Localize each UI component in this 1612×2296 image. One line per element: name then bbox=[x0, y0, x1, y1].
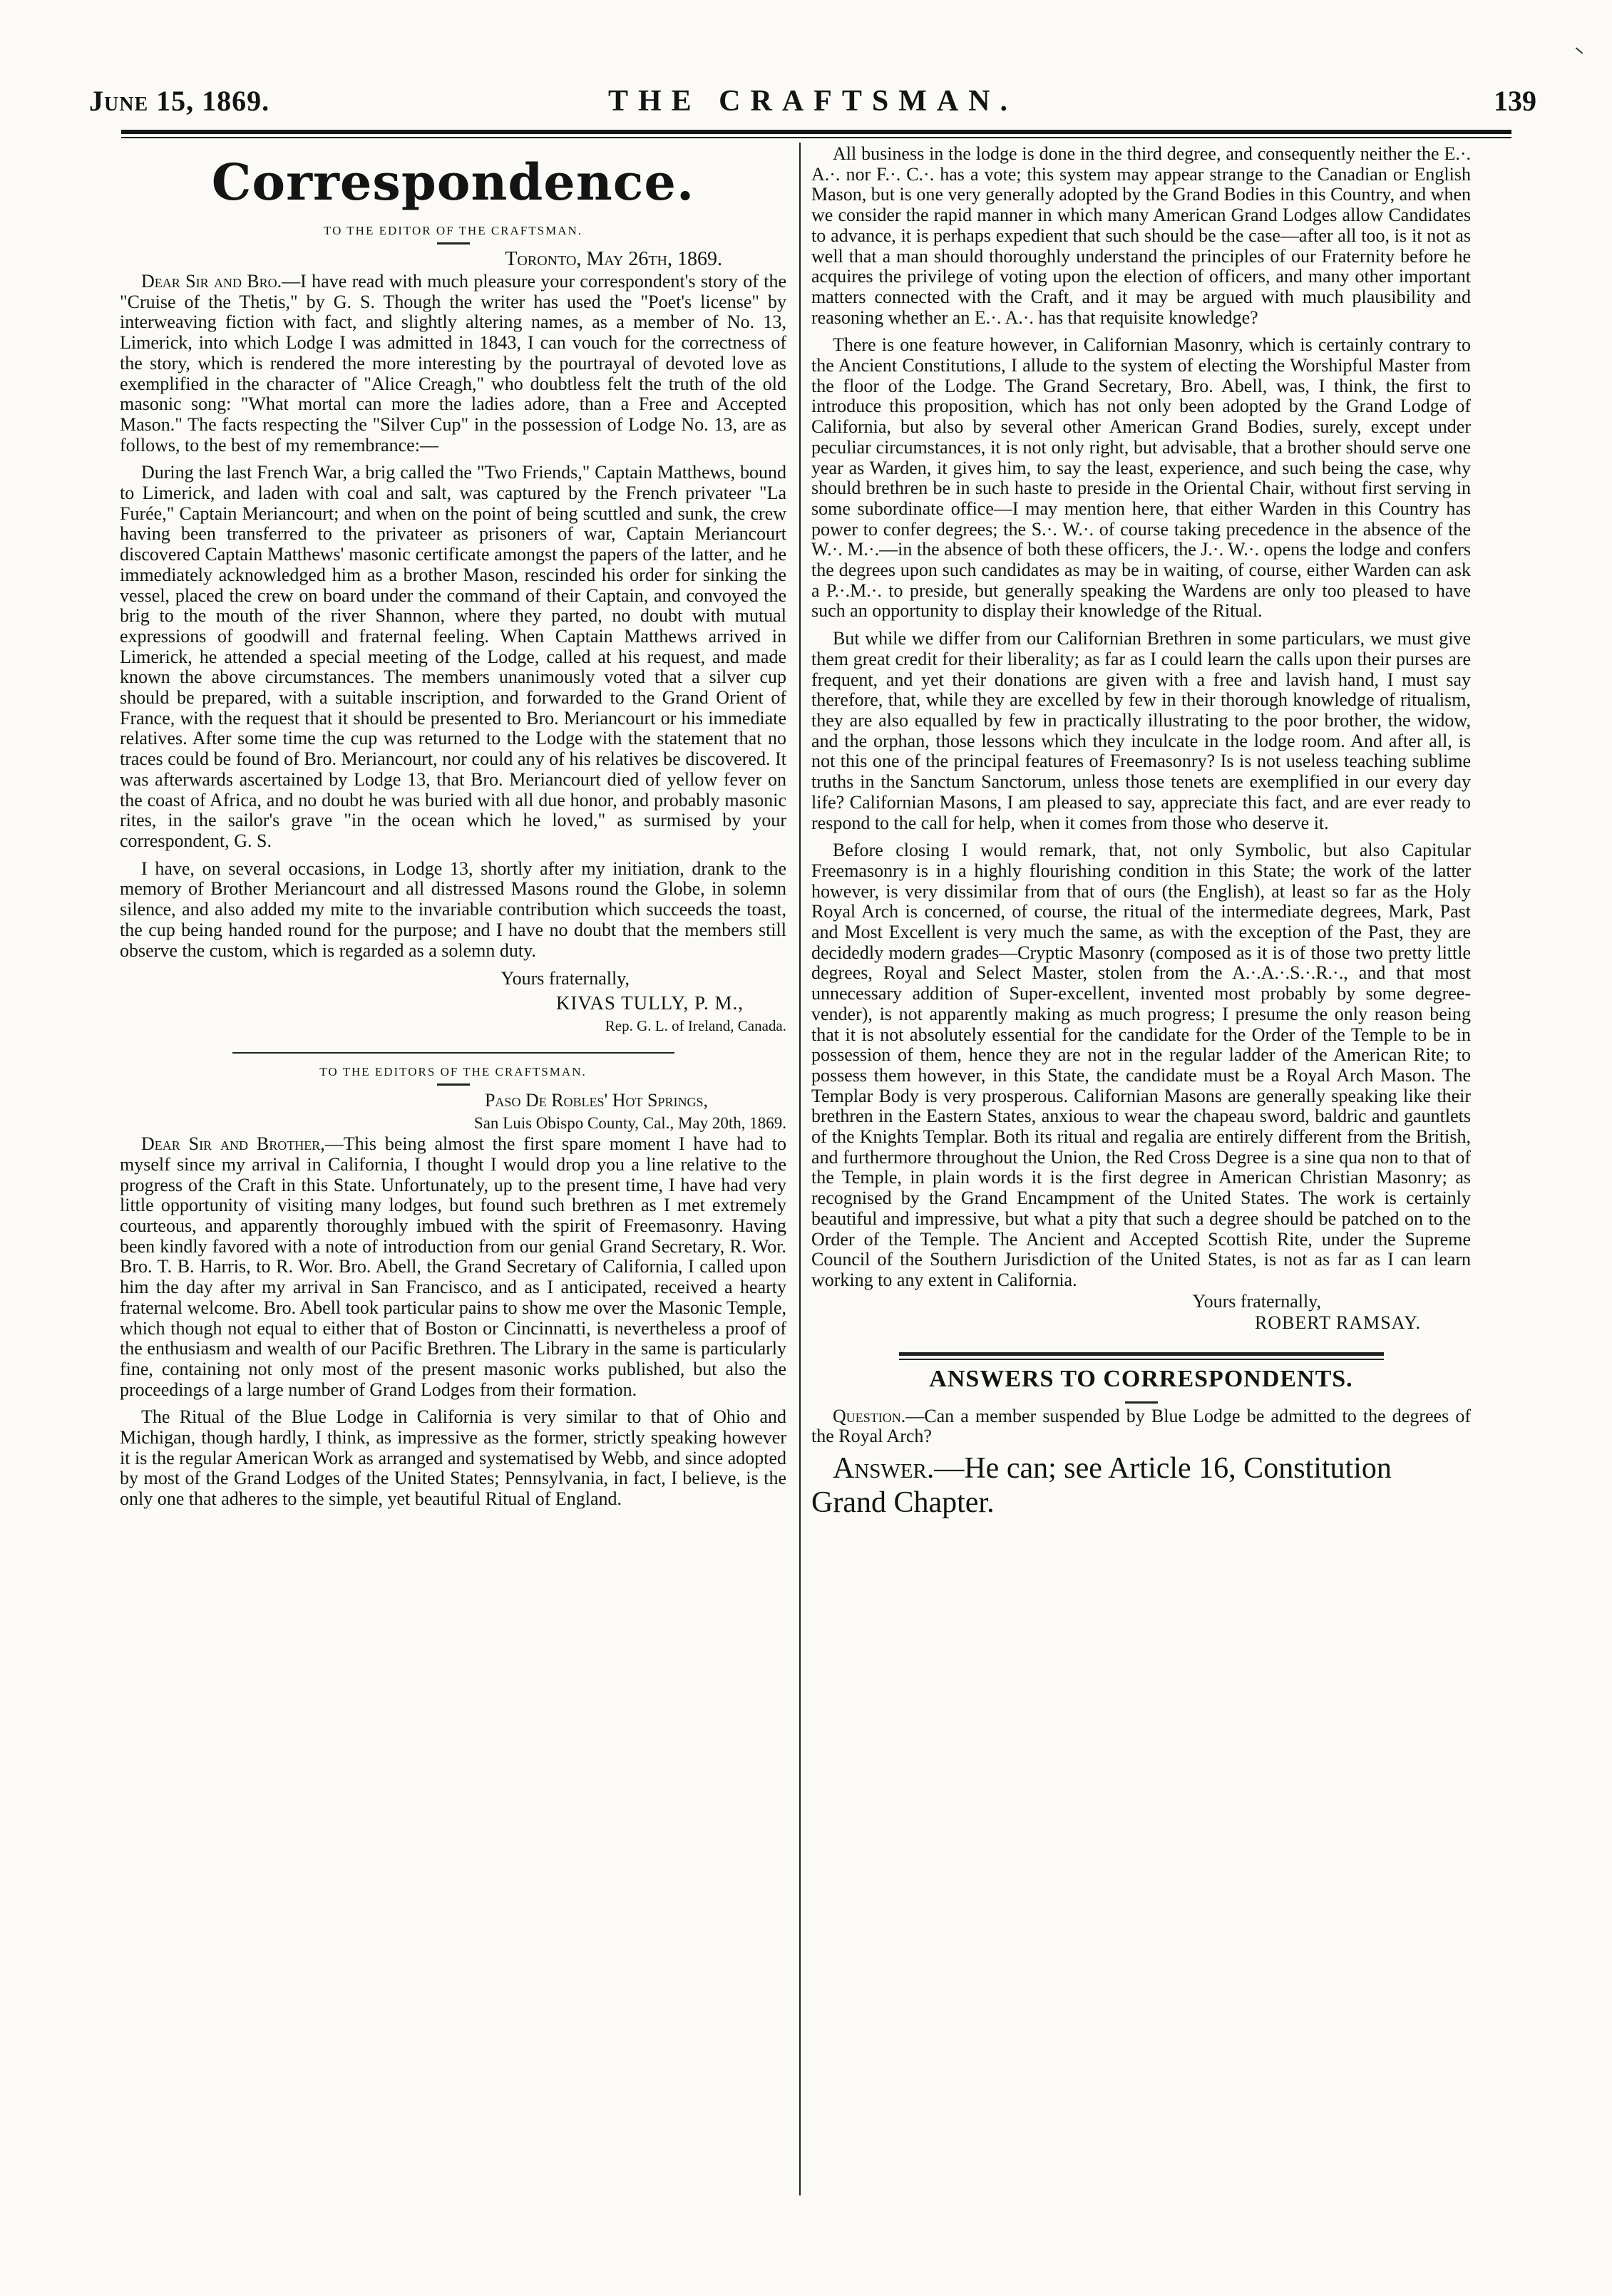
left-column bbox=[120, 144, 786, 1510]
letter2-paragraph: All business in the lodge is done in the third degree, and consequently neither the E.·. A.·. nor F.·. C.·. has a vote; this system may appear strange to the Canadian or English Mason, but is one very generally adopted by the Grand Bodies in this Country, and when we consider the rapid manner in which many American Grand Lodges allow Candidates to advance, it is perhaps expedient that such should be the case—after all too, is it not as well that a man should thoroughly understand the principles of our Fraternity before he acquires the privilege of voting upon the election of officers, and many other important matters connected with the Craft, and it may be argued with much plausibility and reasoning whether an E.·. A.·. has that requisite knowledge? bbox=[811, 143, 1471, 328]
letter1-paragraph bbox=[120, 272, 786, 455]
answer bbox=[811, 1451, 1471, 1520]
letter2-salutation: Dear Sir and Brother, bbox=[141, 1133, 325, 1155]
question-lead: Question. bbox=[833, 1405, 906, 1426]
letter1-addressee: TO THE EDITOR OF THE CRAFTSMAN. bbox=[324, 224, 582, 237]
letter2-dateline-2: San Luis Obispo County, Cal., May 20th, 1869. bbox=[473, 1114, 786, 1133]
letter1-dateline: Toronto, May 26th, 1869. bbox=[505, 248, 722, 270]
answers-title: ANSWERS TO CORRESPONDENTS. bbox=[929, 1365, 1353, 1392]
letter2-paragraph: There is one feature however, in Californian Masonry, which is certainly contrary to the Ancient Constitutions, I allude to the system of electing the Worshipful Master from the floor of the Lodge. The Grand Secretary, Bro. Abell, was, I think, the first to introduce this proposition, which has not only been adopted by the Grand Lodge of California, but also by several other American Grand Bodies, surely, except under peculiar circumstances, it is not only right, but advisable, that a brother should serve one year as Warden, it gives him, to say the least, experience, and such being the case, why should brethren be in such haste to preside in the Oriental Chair, without first serving in some subordinate office—I may mention here, that either Warden in this Country has power to confer degrees; the S.·. W.·. of course taking precedence in the absence of the W.·. M.·.—in the absence of both these officers, the J.·. W.·. opens the lodge and confers the degrees upon such candidates as may be in waiting, of course, either Warden can ask a P.·.M.·. to preside, but generally speaking the Wardens are only too pleased to have such an opportunity to display their knowledge of the Ritual. bbox=[811, 334, 1471, 622]
letter2-paragraph: The Ritual of the Blue Lodge in California is very similar to that of Ohio and Michigan, though hardly, I think, as impressive as the former, strictly speaking however it is the regular American Work as arranged and systematised by Webb, and since adopted by most of the Grand Lodges of the United States; Pennsylvania, in fact, I believe, is the only one that adheres to the simple, yet beautiful Ritual of England. bbox=[120, 1406, 786, 1510]
letter2-closing: Yours fraternally, bbox=[1192, 1290, 1321, 1312]
masthead-title: THE CRAFTSMAN. bbox=[607, 85, 1018, 118]
letter1-salutation: Dear Sir and Bro. bbox=[141, 271, 282, 292]
header-rule-thin bbox=[121, 137, 1511, 138]
letter2-signature: ROBERT RAMSAY. bbox=[1254, 1312, 1421, 1333]
letter1-p1-text: —I have read with much pleasure your correspondent's story of the "Cruise of the Thetis," by G. S. Though the writer has used the "Poet's license" by interweaving fiction with fact, and slightly altering names, as a member of No. 13, Limerick, into which Lodge I was admitted in 1843, I can vouch for the correctness of the story, which is rendered the more interesting by the pourtrayal of devoted love as exemplified in the character of "Alice Creagh," who doubtless felt the truth of the old masonic song: "What mortal can more the ladies adore, than a Free and Accepted Mason." The facts respecting the "Silver Cup" in the possession of Lodge No. 13, are as follows, to the best of my remembrance:— bbox=[120, 271, 786, 455]
page-number: 139 bbox=[1494, 85, 1536, 117]
question bbox=[811, 1406, 1471, 1447]
running-head bbox=[89, 84, 1536, 127]
letter1-signature: KIVAS TULLY, P. M., bbox=[555, 992, 744, 1014]
header-rule bbox=[121, 130, 1511, 134]
stray-mark bbox=[1576, 47, 1583, 53]
question-text: —Can a member suspended by Blue Lodge be admitted to the degrees of the Royal Arch? bbox=[811, 1405, 1471, 1447]
answer-lead: Answer. bbox=[833, 1452, 935, 1486]
right-column bbox=[811, 144, 1471, 1520]
letter2-paragraph: Before closing I would remark, that, not only Symbolic, but also Capitular Freemasonry is in a highly flourishing condition in this State; the work of the latter however, is very dissimilar from that of ours (the English), at least so far as the Holy Royal Arch is concerned, of course, the ritual of the intermediate degrees, Mark, Past and Most Excellent is very much the same, as with the exception of the Past, they are decidedly modern grades—Cryptic Masonry (composed as it is of those two pretty little degrees, Royal and Select Master, stolen from the A.·.A.·.S.·.R.·., and that most unnecessary addition of Super-excellent, invented most probably by some degree-vender), is not apparently making as much progress; I presume the only reason being that it is not absolutely essential for the candidate for the Order of the Temple to be in possession of them, hence they are not in the regular ladder of the American Rite; to possess them however, in this State, the candidate must be a Royal Arch Mason. The Templar Body is very prosperous. Californian Masons are generally speaking like their brethren in the Eastern States, anxious to wear the chapeau sword, baldric and gauntlets of the Knights Templar. Both its ritual and regalia are entirely different from the British, and furthermore throughout the Union, the Red Cross Degree is a sine qua non to that of the Temple, in plain words it is the first degree in American Christian Masonry; as recognised by the Grand Encampment of the United States. The work is certainly beautiful and impressive, but what a pity that such a degree should be patched on to the Order of the Temple. The Ancient and Accepted Scottish Rite, under the Supreme Council of the Southern Jurisdiction of the United States, is not as far as I can learn working to any extent in California. bbox=[811, 840, 1471, 1290]
answer-text: —He can; see Article 16, Constitution Grand Chapter. bbox=[811, 1452, 1392, 1520]
section-title: Correspondence. bbox=[211, 153, 695, 212]
letter2-paragraph: But while we differ from our Californian Brethren in some particulars, we must give them great credit for their liberality; as far as I could learn the calls upon their purses are frequent, and yet their donations are given with a free and lavish hand, I must say therefore, that, while they are excelled by few in their thorough knowledge of ritualism, they are also equalled by few in practically illustrating to the poor brother, the widow, and the orphan, those lessons which they inculcate in the lodge room. And after all, is not this one of the principal features of Freemasonry? Is is not useless teaching sublime truths in the Sanctum Sanctorum, unless those tenets are exemplified in our every day life? Californian Masons, I am pleased to say, appreciate this fact, and are ever ready to respond to the call for help, when it comes from those who deserve it. bbox=[811, 628, 1471, 833]
letter1-closing: Yours fraternally, bbox=[500, 968, 630, 989]
short-rule bbox=[437, 242, 470, 244]
letter-separator bbox=[232, 1052, 674, 1054]
letter2-paragraph bbox=[120, 1134, 786, 1400]
short-rule bbox=[437, 1083, 470, 1086]
letter2-p1-text: —This being almost the first spare moment I have had to myself since my arrival in California, I thought I would drop you a line relative to the progress of the Craft in this State. Unfortunately, up to the present time, I have had very little opportunity of visiting many lodges, but found such brethren as I met extremely courteous, and apparently thoroughly imbued with the spirit of Freemasonry. Having been kindly favored with a note of introduction from our genial Grand Secretary, R. Wor. Bro. T. B. Harris, to R. Wor. Bro. Abell, the Grand Secretary of California, I called upon him the day after my arrival in San Francisco, and as I anticipated, received a hearty fraternal welcome. Bro. Abell took particular pains to show me over the Masonic Temple, which though not equal to either that of Boston or Cincinnatti, is nevertheless a proof of the enthusiasm and wealth of our Pacific Brethren. The Library in the same is particularly fine, containing not only most of the present masonic works published, but also the proceedings of a large number of Grand Lodges from their formation. bbox=[120, 1133, 787, 1400]
letter2-dateline: Paso De Robles' Hot Springs, bbox=[484, 1090, 708, 1111]
letter1-signature-title: Rep. G. L. of Ireland, Canada. bbox=[605, 1017, 786, 1035]
letter1-paragraph: I have, on several occasions, in Lodge 13, shortly after my initiation, drank to the memory of Brother Meriancourt and all distressed Masons round the Globe, in solemn silence, and also added my mite to the invariable contribution which succeeds the toast, the cup being handed round for the purpose; and I have no doubt that the members still observe the custom, which is regarded as a solemn duty. bbox=[120, 858, 786, 961]
answers-rules bbox=[811, 1352, 1471, 1360]
short-rule bbox=[1125, 1401, 1158, 1404]
column-divider bbox=[799, 143, 801, 2195]
issue-date: June 15, 1869. bbox=[89, 85, 270, 117]
letter1-paragraph: During the last French War, a brig called the "Two Friends," Captain Matthews, bound to Limerick, and laden with coal and salt, was captured by the French privateer "La Furée," Captain Meriancourt; and when on the point of being scuttled and sunk, the crew having been transferred to the privateer as prisoners of war, Captain Meriancourt discovered Captain Matthews' masonic certificate amongst the papers of the latter, and he immediately acknowledged him as a brother Mason, rescinded his order for sinking the vessel, placed the crew on board under the command of their Captain, and convoyed the brig to the mouth of the river Shannon, where they parted, no doubt with mutual expressions of goodwill and fraternal feeling. When Captain Matthews arrived in Limerick, he attended a special meeting of the Lodge, called at his request, and made known the above circumstances. The members unanimously voted that a silver cup should be prepared, with a suitable inscription, and forwarded to the Grand Orient of France, with the request that it should be presented to Bro. Meriancourt or his immediate relatives. After some time the cup was returned to the Lodge with the statement that no traces could be found of Bro. Meriancourt, nor could any of his relatives be discovered. It was afterwards ascertained by Lodge 13, that Bro. Meriancourt died of yellow fever on the coast of Africa, and no doubt he was buried with all due honor, and probably masonic rites, in the sailor's grave "in the ocean which he loved," as surmised by your correspondent, G. S. bbox=[120, 462, 786, 851]
letter2-addressee: TO THE EDITORS OF THE CRAFTSMAN. bbox=[319, 1065, 587, 1079]
